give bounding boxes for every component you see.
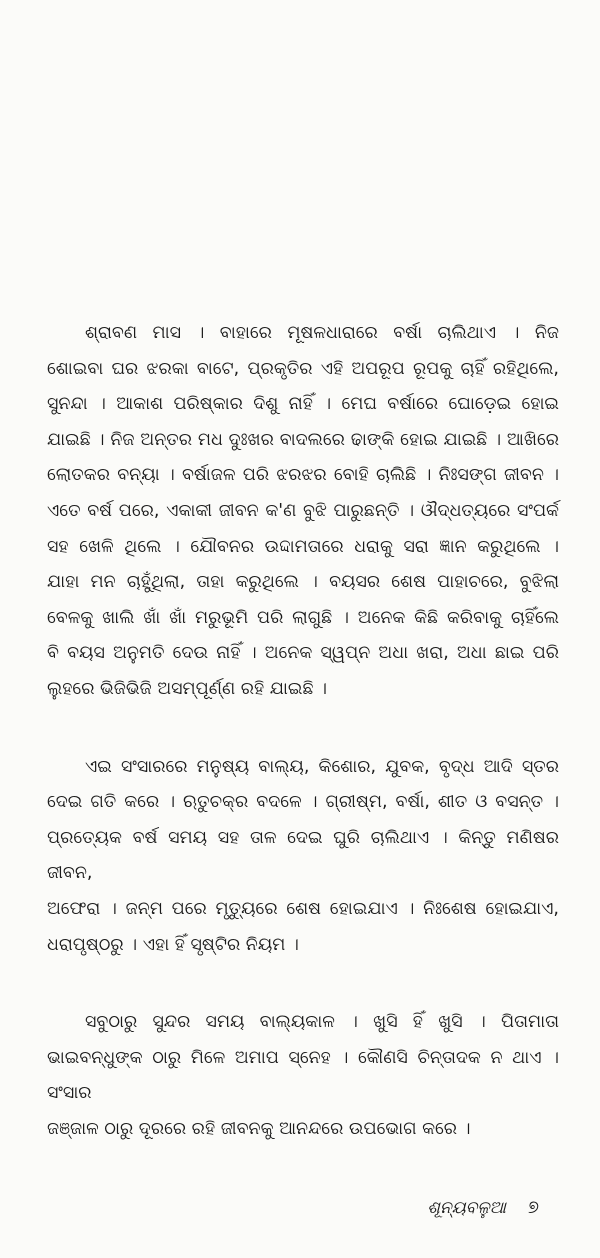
text-line: ଜଞ୍ଜାଳ ଠାରୁ ଦୂରରେ ରହି ଜୀବନକୁ ଆନନ୍ଦରେ ଉପଭୋଗ କରେ । [47, 1118, 471, 1139]
text-line: ଏତେ ବର୍ଷ ପରେ, ଏକାକୀ ଜୀବନ କ'ଣ ବୁଝି ପାରୁଛନ୍ତି । ଔଦ୍ଧତ୍ୟରେ ସଂପର୍କ [47, 500, 559, 521]
text-line: ସବୁଠାରୁ ସୁନ୍ଦର ସମୟ ବାଲ୍ୟକାଳ । ଖୁସି ହିଁ ଖୁସି । ପିତାମାତା [85, 1012, 559, 1033]
page-number: ୭ [527, 1197, 539, 1219]
text-line: ଏଇ ସଂସାରରେ ମନୁଷ୍ୟ ବାଲ୍ୟ, କିଶୋର, ଯୁବକ, ବୃଦ୍ଧ ଆଦି ସ୍ତର [85, 756, 559, 777]
paragraph-3 [47, 1005, 559, 1147]
text-line: ଶୋଇବା ଘର ଝରକା ବାଟେ, ପ୍ରକୃତିର ଏହି ଅପରୂପ ରୂପକୁ ଚାହିଁ ରହିଥିଲେ, [47, 358, 559, 379]
text-line: ଭାଇବନ୍ଧୁଙ୍କ ଠାରୁ ମିଳେ ଅମାପ ସ୍ନେହ । କୌଣସି ଚିନ୍ତାଦକ ନ ଥାଏ । ସଂସାର [47, 1047, 559, 1104]
text-line: ବେଳକୁ ଖାଲି ଖାଁ ଖାଁ ମରୁଭୂମି ପରି ଲାଗୁଛି । ଅନେକ କିଛି କରିବାକୁ ଚାହିଁଲେ [47, 607, 559, 628]
running-footer-title: ଶୂନ୍ୟବଳୁଆ [427, 1198, 506, 1219]
text-line: ଅଫେରା । ଜନ୍ମ ପରେ ମୃତ୍ୟୁରେ ଶେଷ ହୋଇଯାଏ । ନିଃଶେଷ ହୋଇଯାଏ, [47, 898, 559, 919]
paragraph-2 [47, 750, 559, 964]
text-line: ଦେଇ ଗତି କରେ । ଋତୁଚକ୍ର ବଦଳେ । ଗ୍ରୀଷ୍ମ, ବର୍ଷା, ଶୀତ ଓ ବସନ୍ତ । [47, 792, 559, 813]
text-line: ପ୍ରତ୍ୟେକ ବର୍ଷ ସମୟ ସହ ତାଳ ଦେଇ ଘୁରି ଚାଲିଥାଏ । କିନ୍ତୁ ମଣିଷର ଜୀବନ, [47, 827, 559, 884]
text-line: ଶ୍ରାବଣ ମାସ । ବାହାରେ ମୂଷଳଧାରାରେ ବର୍ଷା ଚାଲିଥାଏ । ନିଜ [85, 323, 559, 343]
text-line: ଲୋତକର ବନ୍ୟା । ବର୍ଷାଜଳ ପରି ଝରଝର ବୋହି ଚାଲିଛି । ନିଃସଙ୍ଗ ଜୀବନ । [47, 465, 559, 486]
paragraph-1 [47, 316, 559, 708]
text-line: ବି ବୟସ ଅନୁମତି ଦେଉ ନାହିଁ । ଅନେକ ସ୍ୱପ୍ନ ଅଧା ଖରା, ଅଧା ଛାଇ ପରି [47, 643, 559, 664]
text-line: ଲୁହରେ ଭିଜିଭିଜି ଅସମ୍ପୂର୍ଣ୍ଣ ରହି ଯାଇଛି । [47, 678, 327, 699]
text-line: ଯାହା ମନ ଚାହୁଁଥିଲା, ତାହା କରୁଥିଲେ । ବୟସର ଶେଷ ପାହାଚରେ, ବୁଝିଲା [47, 572, 559, 593]
text-line: ଯାଇଛି । ନିଜ ଅନ୍ତର ମଧ ଦୁଃଖର ବାଦଲରେ ଢାଙ୍କି ହୋଇ ଯାଇଛି । ଆଖିରେ [47, 429, 559, 450]
page-footer [47, 1197, 559, 1218]
text-line: ସୁନନ୍ଦା । ଆକାଶ ପରିଷ୍କାର ଦିଶୁ ନାହିଁ । ମେଘ ବର୍ଷାରେ ଘୋଡ଼େଇ ହୋଇ [47, 394, 559, 415]
text-line: ସହ ଖେଳି ଥିଲେ । ଯୌବନର ଉଦ୍ଦାମତାରେ ଧରାକୁ ସରା ଜ୍ଞାନ କରୁଥିଲେ । [47, 536, 559, 557]
text-line: ଧରାପୃଷ୍ଠରୁ । ଏହା ହିଁ ସୃଷ୍ଟିର ନିୟମ । [47, 934, 299, 955]
